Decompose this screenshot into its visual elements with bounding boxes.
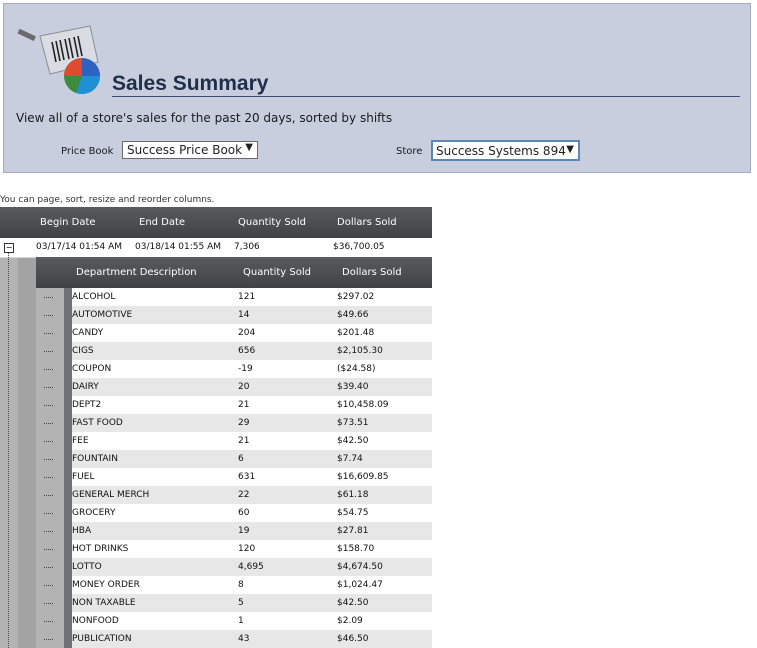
department-quantity: 121	[238, 292, 256, 302]
department-name: NONFOOD	[72, 616, 119, 626]
department-quantity: 204	[238, 328, 256, 338]
department-dollars: $42.50	[337, 598, 369, 608]
column-header-department-description[interactable]: Department Description	[76, 267, 197, 278]
table-row[interactable]	[72, 396, 432, 414]
shift-begin-date: 03/17/14 01:54 AM	[36, 242, 123, 252]
department-name: DEPT2	[72, 400, 102, 410]
table-row[interactable]	[72, 324, 432, 342]
department-dollars: ($24.58)	[337, 364, 376, 374]
column-header-department-quantity-sold[interactable]: Quantity Sold	[243, 267, 311, 278]
tree-connector	[44, 297, 53, 298]
table-row[interactable]	[72, 306, 432, 324]
department-name: PUBLICATION	[72, 634, 132, 644]
tree-connector	[44, 387, 53, 388]
department-dollars: $27.81	[337, 526, 369, 536]
department-name: FEE	[72, 436, 89, 446]
department-name: GROCERY	[72, 508, 116, 518]
shift-dollars: $36,700.05	[333, 242, 385, 252]
collapse-minus-icon[interactable]: −	[5, 243, 13, 252]
tree-connector	[44, 639, 53, 640]
department-name: CANDY	[72, 328, 104, 338]
department-quantity: 1	[238, 616, 244, 626]
header-panel	[3, 3, 751, 173]
tree-connector	[44, 567, 53, 568]
tree-connector	[44, 369, 53, 370]
store-select[interactable]	[431, 140, 580, 161]
tree-connector	[44, 621, 53, 622]
caret-down-icon: ▼	[566, 144, 574, 155]
tree-connector	[44, 513, 53, 514]
tree-connector	[44, 441, 53, 442]
department-name: COUPON	[72, 364, 112, 374]
department-name: FUEL	[72, 472, 95, 482]
department-dollars: $2,105.30	[337, 346, 383, 356]
department-quantity: 4,695	[238, 562, 264, 572]
shift-row[interactable]	[0, 238, 432, 258]
column-header-quantity-sold[interactable]: Quantity Sold	[238, 217, 306, 228]
department-dollars: $39.40	[337, 382, 369, 392]
grid-hint: You can page, sort, resize and reorder columns.	[0, 195, 215, 205]
table-row[interactable]	[72, 288, 432, 306]
table-row[interactable]	[72, 540, 432, 558]
department-dollars: $46.50	[337, 634, 369, 644]
table-row[interactable]	[72, 468, 432, 486]
department-quantity: -19	[238, 364, 253, 374]
department-quantity: 29	[238, 418, 250, 428]
department-quantity: 22	[238, 490, 250, 500]
tree-connector	[44, 531, 53, 532]
department-dollars: $16,609.85	[337, 472, 389, 482]
department-dollars: $2.09	[337, 616, 363, 626]
department-dollars: $61.18	[337, 490, 369, 500]
barcode-tag-pie-chart-icon	[16, 18, 104, 98]
department-name: AUTOMOTIVE	[72, 310, 133, 320]
table-row[interactable]	[72, 432, 432, 450]
department-name: GENERAL MERCH	[72, 490, 150, 500]
table-row[interactable]	[72, 558, 432, 576]
table-row[interactable]	[72, 486, 432, 504]
department-dollars: $49.66	[337, 310, 369, 320]
tree-connector	[44, 477, 53, 478]
price-book-select[interactable]	[122, 141, 258, 159]
department-name: FAST FOOD	[72, 418, 123, 428]
department-dollars: $7.74	[337, 454, 363, 464]
department-name: LOTTO	[72, 562, 102, 572]
table-row[interactable]	[72, 630, 432, 648]
department-dollars: $201.48	[337, 328, 375, 338]
tree-line	[8, 253, 9, 648]
department-quantity: 43	[238, 634, 250, 644]
department-quantity: 120	[238, 544, 256, 554]
department-quantity: 60	[238, 508, 250, 518]
table-row[interactable]	[72, 342, 432, 360]
department-dollars: $1,024.47	[337, 580, 383, 590]
department-quantity: 631	[238, 472, 256, 482]
shift-quantity: 7,306	[234, 242, 260, 252]
column-header-dollars-sold[interactable]: Dollars Sold	[337, 217, 397, 228]
column-header-department-dollars-sold[interactable]: Dollars Sold	[342, 267, 402, 278]
tree-connector	[44, 423, 53, 424]
price-book-value: Success Price Book	[127, 143, 243, 157]
table-row[interactable]	[72, 360, 432, 378]
department-gutter-inner	[64, 288, 72, 648]
table-row[interactable]	[72, 594, 432, 612]
department-quantity: 20	[238, 382, 250, 392]
department-name: FOUNTAIN	[72, 454, 118, 464]
department-rows	[72, 288, 432, 648]
table-row[interactable]	[72, 450, 432, 468]
tree-connector	[44, 405, 53, 406]
tree-connector	[44, 351, 53, 352]
column-header-end-date[interactable]: End Date	[139, 217, 186, 228]
price-book-label: Price Book	[61, 146, 114, 157]
department-dollars: $4,674.50	[337, 562, 383, 572]
department-dollars: $42.50	[337, 436, 369, 446]
store-label: Store	[396, 146, 423, 157]
table-row[interactable]	[72, 576, 432, 594]
department-dollars: $54.75	[337, 508, 369, 518]
department-quantity: 656	[238, 346, 256, 356]
department-name: CIGS	[72, 346, 94, 356]
table-row[interactable]	[72, 378, 432, 396]
department-quantity: 6	[238, 454, 244, 464]
department-dollars: $10,458.09	[337, 400, 389, 410]
column-header-begin-date[interactable]: Begin Date	[40, 217, 96, 228]
department-quantity: 8	[238, 580, 244, 590]
department-quantity: 19	[238, 526, 250, 536]
grid-header	[0, 207, 432, 238]
tree-connector	[44, 495, 53, 496]
department-quantity: 21	[238, 400, 250, 410]
grid-gutter-inner	[18, 238, 36, 648]
department-dollars: $297.02	[337, 292, 375, 302]
department-name: DAIRY	[72, 382, 99, 392]
table-row[interactable]	[72, 504, 432, 522]
table-row[interactable]	[72, 414, 432, 432]
tree-connector	[44, 333, 53, 334]
department-dollars: $158.70	[337, 544, 375, 554]
tree-connector	[44, 315, 53, 316]
tree-connector	[44, 549, 53, 550]
table-row[interactable]	[72, 612, 432, 630]
tree-connector	[44, 603, 53, 604]
department-dollars: $73.51	[337, 418, 369, 428]
store-value: Success Systems 894	[436, 144, 566, 158]
department-name: MONEY ORDER	[72, 580, 140, 590]
department-name: NON TAXABLE	[72, 598, 136, 608]
department-name: HOT DRINKS	[72, 544, 129, 554]
caret-down-icon: ▼	[245, 142, 253, 153]
department-quantity: 14	[238, 310, 250, 320]
table-row[interactable]	[72, 522, 432, 540]
title-divider	[112, 96, 740, 97]
tree-connector	[44, 459, 53, 460]
sales-grid	[0, 207, 432, 648]
department-grid-header	[36, 257, 432, 288]
shift-end-date: 03/18/14 01:55 AM	[135, 242, 222, 252]
department-quantity: 5	[238, 598, 244, 608]
page-title: Sales Summary	[112, 72, 269, 95]
tree-connector	[44, 585, 53, 586]
page-subtitle: View all of a store's sales for the past 20 days, sorted by shifts	[16, 111, 393, 125]
department-quantity: 21	[238, 436, 250, 446]
department-name: HBA	[72, 526, 92, 536]
department-name: ALCOHOL	[72, 292, 116, 302]
